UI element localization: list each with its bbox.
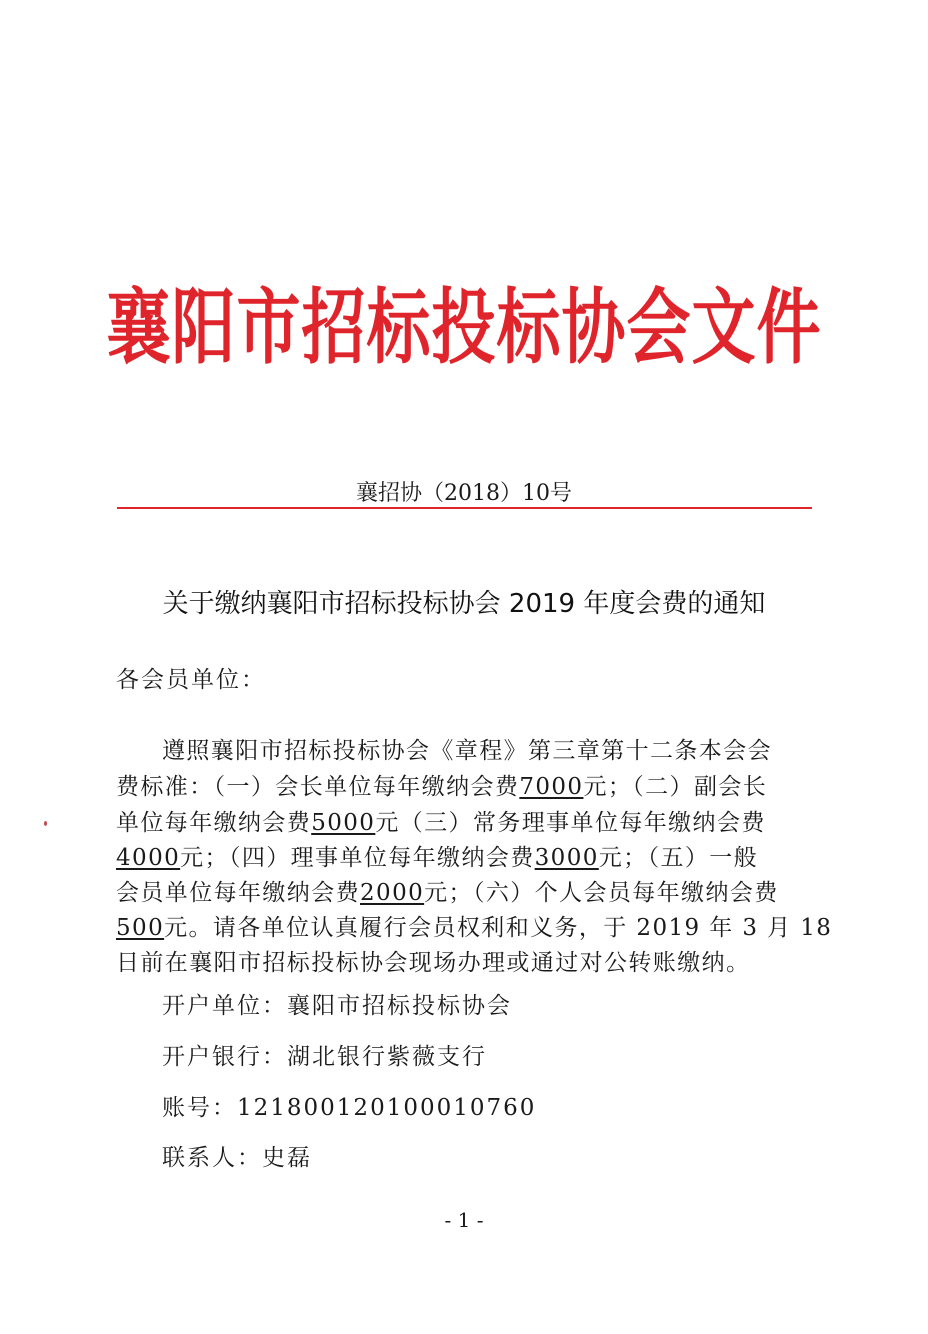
account-number: 账号：121800120100010760 bbox=[162, 1095, 537, 1121]
page-number: - 1 - bbox=[444, 1208, 484, 1232]
body-text: 元（三）常务理事单位每年缴纳会费 bbox=[375, 810, 766, 836]
body-text: 费标准：（一）会长单位每年缴纳会费 bbox=[116, 774, 520, 800]
body-text: 会员单位每年缴纳会费 bbox=[116, 880, 360, 906]
account-holder: 开户单位：襄阳市招标投标协会 bbox=[162, 993, 512, 1019]
addressee: 各会员单位： bbox=[116, 667, 266, 693]
body-line-1 bbox=[162, 732, 812, 765]
body-line-3 bbox=[116, 804, 816, 837]
body-line-6 bbox=[116, 909, 833, 942]
body-text: 元。请各单位认真履行会员权利和义务，于 2019 年 3 月 18 bbox=[164, 915, 833, 941]
body-text: 日前在襄阳市招标投标协会现场办理或通过对公转账缴纳。 bbox=[116, 950, 751, 976]
fee-executive-director-unit: 4000 bbox=[116, 845, 181, 871]
fee-president-unit: 7000 bbox=[519, 774, 584, 800]
body-text: 遵照襄阳市招标投标协会《章程》第三章第十二条本会会 bbox=[162, 738, 772, 764]
body-text: 元；（六）个人会员每年缴纳会费 bbox=[424, 880, 779, 906]
fee-director-unit: 3000 bbox=[534, 845, 599, 871]
fee-vice-president-unit: 5000 bbox=[311, 810, 376, 836]
scan-speck bbox=[44, 821, 47, 826]
body-line-4 bbox=[116, 839, 816, 872]
body-line-2 bbox=[116, 768, 816, 801]
fee-general-member-unit: 2000 bbox=[360, 880, 425, 906]
document-header-title: 襄阳市招标投标协会文件 bbox=[106, 281, 822, 376]
body-line-7 bbox=[116, 944, 816, 977]
bank-name: 开户银行：湖北银行紫薇支行 bbox=[162, 1044, 487, 1070]
red-divider-line bbox=[117, 507, 812, 509]
notice-title: 关于缴纳襄阳市招标投标协会 2019 年度会费的通知 bbox=[162, 589, 766, 619]
body-text: 元；（五）一般 bbox=[598, 845, 759, 871]
body-line-5 bbox=[116, 874, 816, 907]
body-text: 元；（二）副会长 bbox=[583, 774, 768, 800]
body-text: 元；（四）理事单位每年缴纳会费 bbox=[180, 845, 535, 871]
contact-person: 联系人：史磊 bbox=[162, 1145, 312, 1171]
fee-individual-member: 500 bbox=[116, 915, 165, 941]
document-number: 襄招协（2018）10号 bbox=[356, 481, 572, 506]
body-text: 单位每年缴纳会费 bbox=[116, 810, 312, 836]
